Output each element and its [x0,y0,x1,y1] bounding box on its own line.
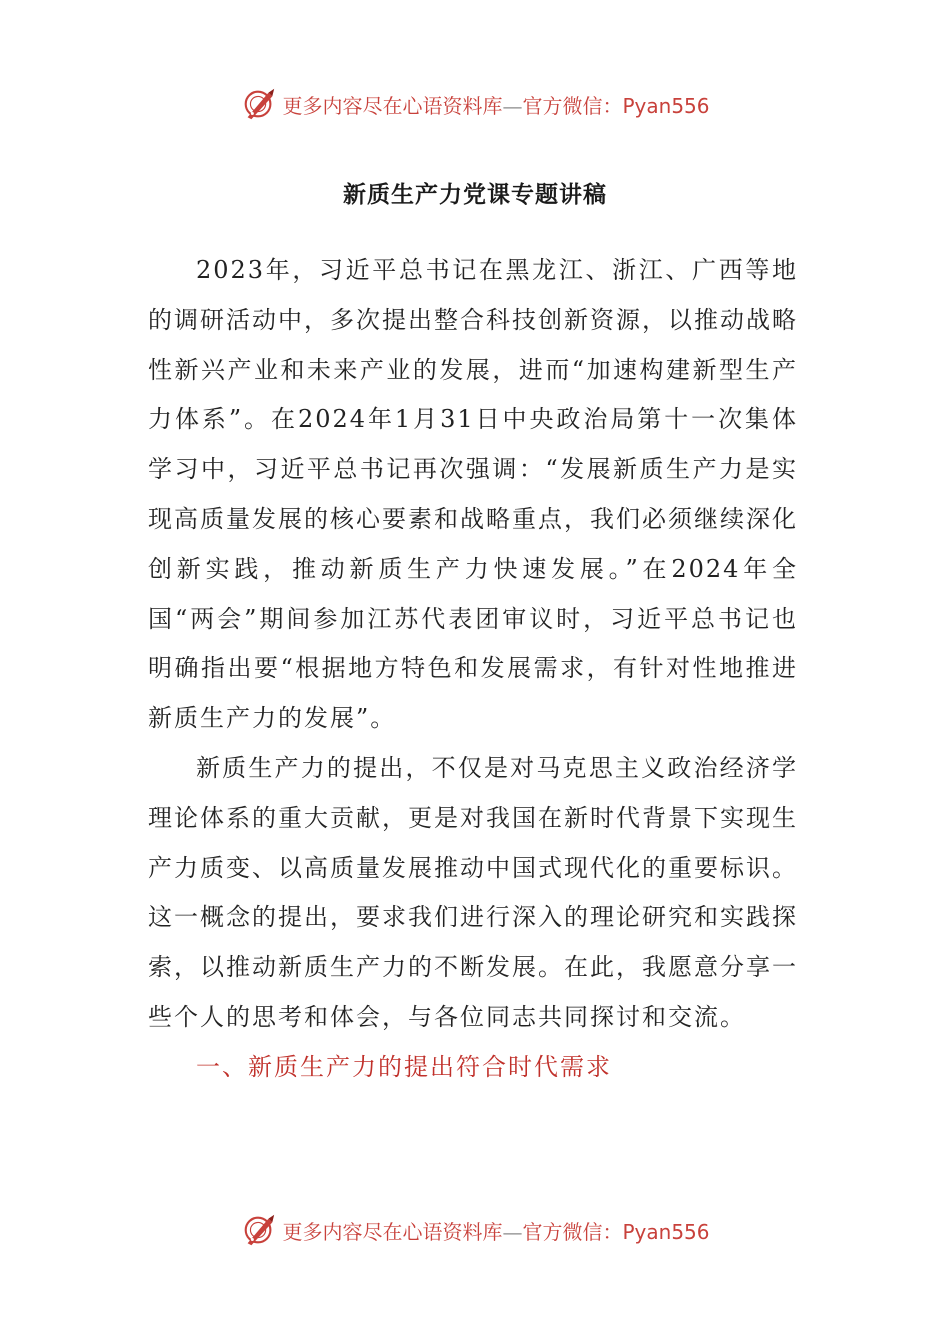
contact-label: 官方微信： [522,1219,623,1244]
paragraph-1: 2023年，习近平总书记在黑龙江、浙江、广西等地的调研活动中，多次提出整合科技创新资源，以推动战略性新兴产业和未来产业的发展，进而“加速构建新型生产力体系”。在2024年1月31日中央政治局第十一次集体学习中，习近平总书记再次强调：“发展新质生产力是实现高质量发展的核心要素和战略重点，我们必须继续深化创新实践，推动新质生产力快速发展。”在2024年全国“两会”期间参加江苏代表团审议时，习近平总书记也明确指出要“根据地方特色和发展需求，有针对性地推进新质生产力的发展”。 [148,256,798,733]
document-title: 新质生产力党课专题讲稿 [343,182,607,208]
contact-label: 官方微信： [522,93,623,118]
paragraph-2: 新质生产力的提出，不仅是对马克思主义政治经济学理论体系的重大贡献，更是对我国在新时代背景下实现生产力质变、以高质量发展推动中国式现代化的重要标识。这一概念的提出，要求我们进行深入的理论研究和实践探索，以推动新质生产力的不断发展。在此，我愿意分享一些个人的思考和体会，与各位同志共同探讨和交流。 [148,753,798,1031]
pen-nib-logo-icon [240,85,278,123]
watermark-text [282,90,709,119]
separator: — [502,1219,523,1244]
watermark-text [282,1216,709,1245]
pen-nib-logo-icon [240,1211,278,1249]
brand-text: 更多内容尽在心语资料库 [282,1219,503,1244]
footer-watermark-banner [0,1208,950,1252]
brand-text: 更多内容尽在心语资料库 [282,93,503,118]
contact-account: Pyan556 [622,1219,710,1244]
contact-account: Pyan556 [622,93,710,118]
section-heading: 一、新质生产力的提出符合时代需求 [196,1052,612,1081]
header-watermark-banner [0,82,950,126]
document-body [148,246,798,1093]
separator: — [502,93,523,118]
